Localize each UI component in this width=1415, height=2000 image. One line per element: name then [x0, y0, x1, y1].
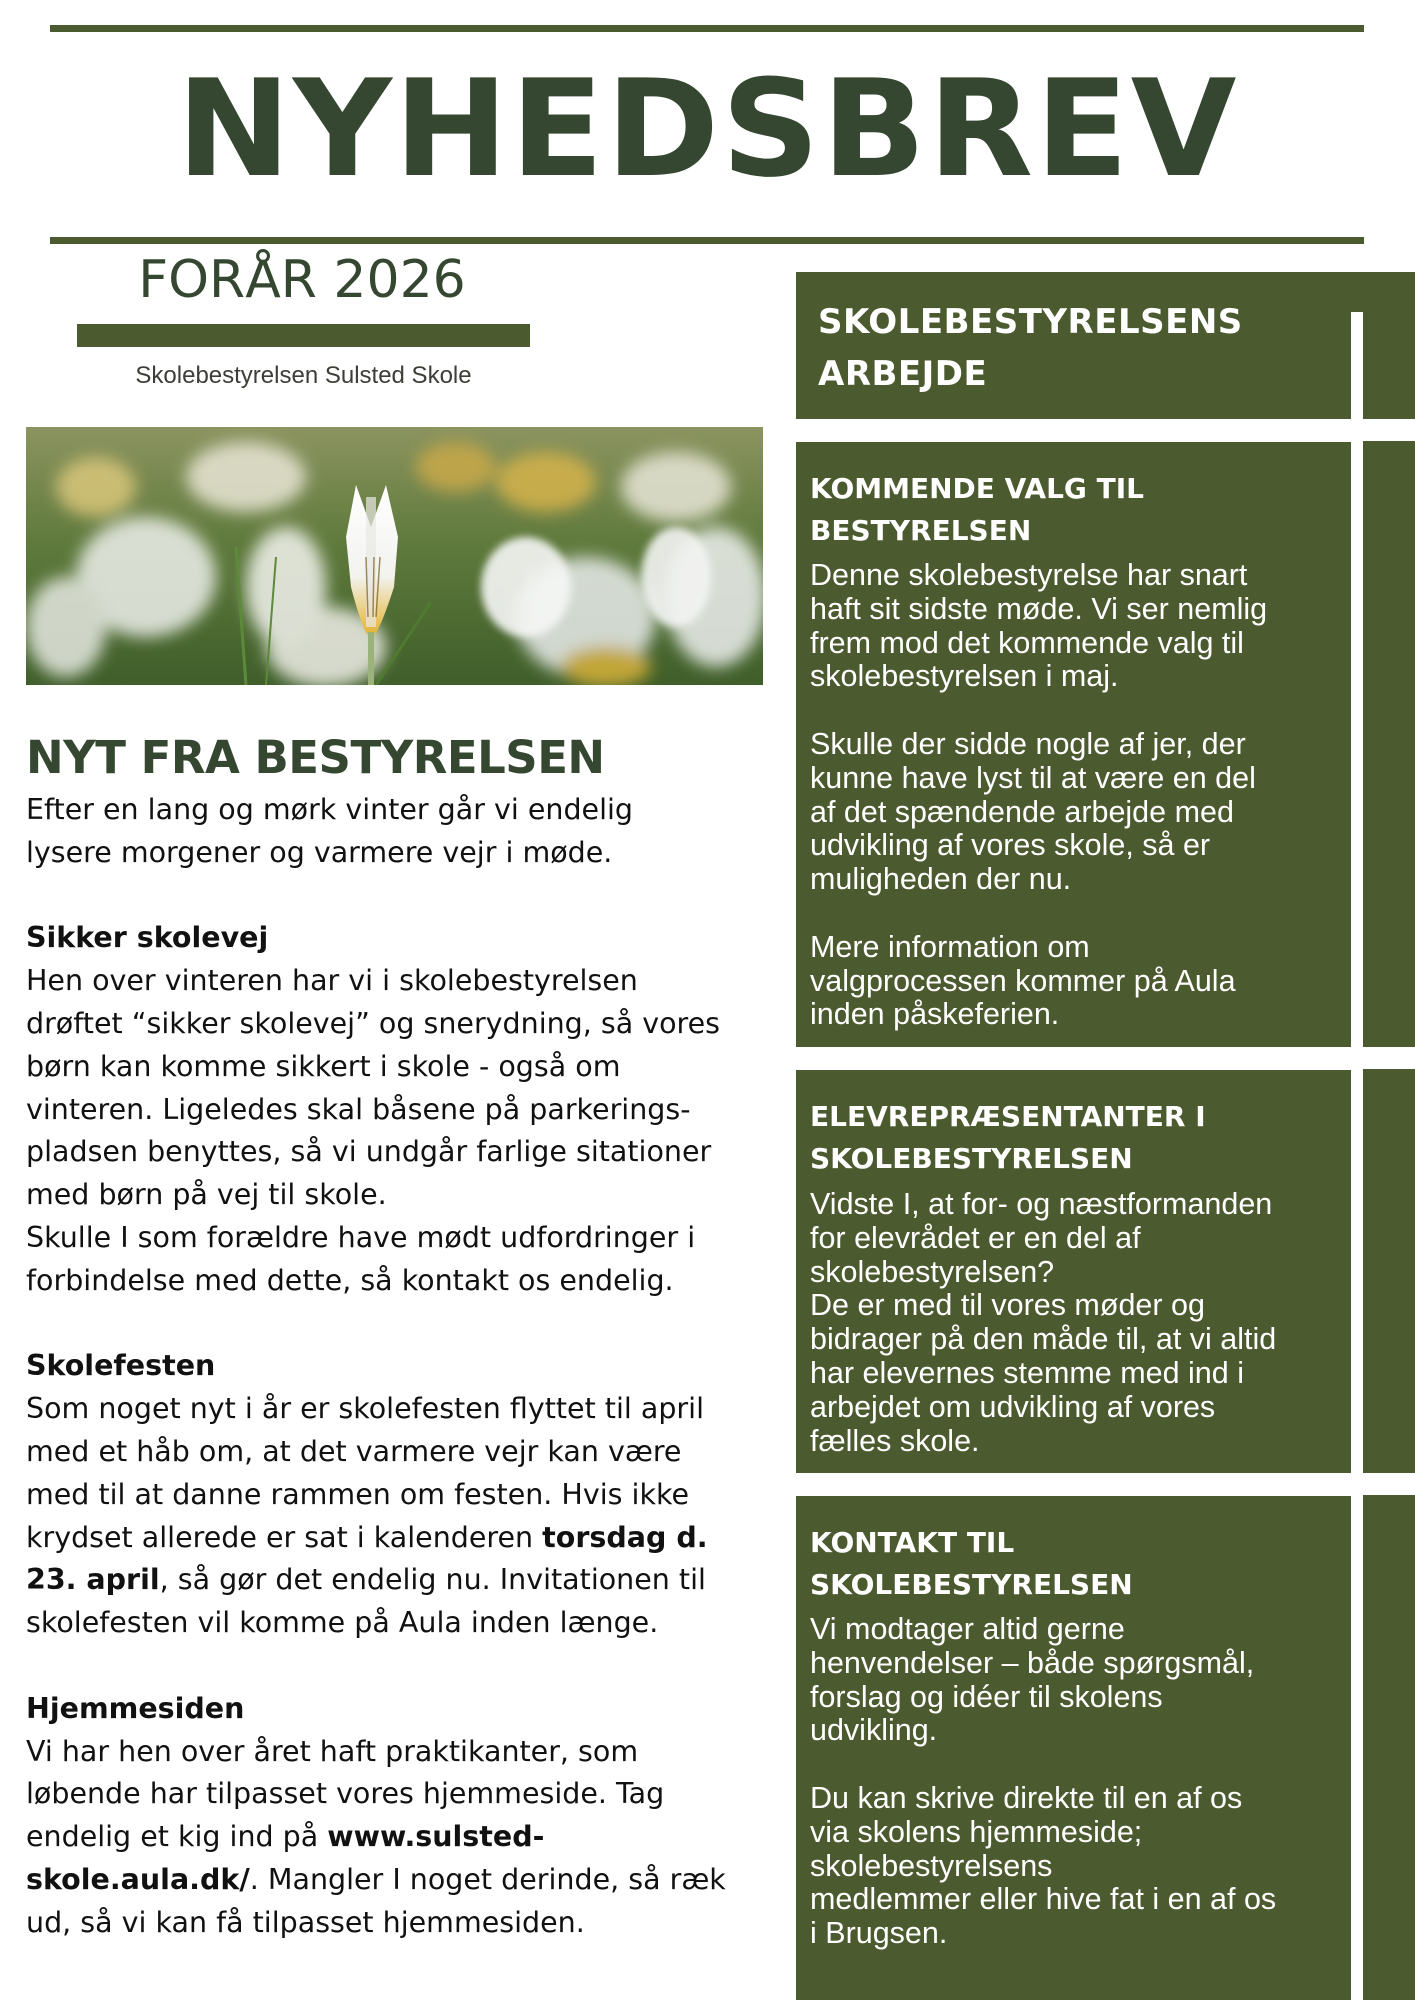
card-election: [796, 442, 1351, 1047]
section-safe-route: [26, 917, 776, 1302]
school-party-text-end: , så gør det endelig nu. Invitationen til skolefesten vil komme på Aula inden længe.: [26, 1563, 706, 1640]
subheading-school-party: Skolefesten: [26, 1349, 216, 1383]
main-column: [26, 727, 776, 1945]
school-party-text-start: Som noget nyt i år er skolefesten flyttet til april med et håb om, at det varmere vejr kan være med til at danne rammen om festen. Hvis ikke krydset allerede er sat i kalenderen: [26, 1392, 704, 1554]
subheading-safe-route: Sikker skolevej: [26, 921, 269, 955]
crocus-photo: [26, 427, 763, 685]
intro-text: Efter en lang og mørk vinter går vi endelig lysere morgener og varmere vejr i møde.: [26, 793, 634, 869]
card-body: Vi modtager altid gerne henvendelser – både spørgsmål, forslag og idéer til skolens udvikling. Du kan skrive direkte til en af os via skolens hjemmeside; skolebestyrelsens medlemmer eller hive fat i en af os i Brugsen.: [810, 1612, 1277, 1951]
website-text: [26, 1731, 776, 1945]
subheading-website: Hjemmesiden: [26, 1691, 245, 1725]
website-text-end: . Mangler I noget derinde, så ræk ud, så vi kan få tilpasset hjemmesiden.: [26, 1862, 726, 1939]
card-title: ELEVREPRÆSENTANTER I SKOLEBESTYRELSEN: [810, 1100, 1206, 1175]
issue-underline-bar: [77, 324, 530, 347]
hero-image: [26, 427, 763, 685]
party-date: torsdag d. 23. april: [26, 1520, 708, 1597]
school-party-text: [26, 1388, 776, 1645]
card-student-reps: [796, 1070, 1351, 1473]
sidebar-edge-strip: [1363, 272, 1415, 2000]
section-website: [26, 1688, 776, 1945]
publisher-name: Skolebestyrelsen Sulsted Skole: [135, 362, 472, 389]
sidebar-title: SKOLEBESTYRELSENS ARBEJDE: [818, 302, 1243, 394]
issue-label: FORÅR 2026: [138, 250, 466, 310]
section-title: NYT FRA BESTYRELSEN: [26, 731, 605, 784]
sidebar-vertical-stripe: [1351, 312, 1363, 1975]
sidebar-divider: [796, 419, 1415, 441]
newsletter-title: NYHEDSBREV: [176, 51, 1239, 207]
section-school-party: [26, 1345, 776, 1645]
website-link[interactable]: www.sulsted- skole.aula.dk/: [26, 1820, 545, 1896]
sidebar-divider: [796, 1047, 1415, 1069]
card-body: Denne skolebestyrelse har snart haft sit sidste møde. Vi ser nemlig frem mod det kommende valg til skolebestyrelsen i maj. Skulle der sidde nogle af jer, der kunne have lyst til at være en del af det spændende arbejde med udvikling af vores skole, så er muligheden der nu. Mere information om valgprocessen kommer på Aula inden påskeferien.: [810, 558, 1268, 1032]
masthead-bottom-rule: [50, 237, 1364, 244]
card-contact: [796, 1496, 1351, 2000]
card-body: Vidste I, at for- og næstformanden for elevrådet er en del af skolebestyrelsen? De er med til vores møder og bidrager på den måde til, at vi altid har elevernes stemme med ind i arbejdet om udvikling af vores fælles skole.: [810, 1187, 1277, 1458]
safe-route-text: Hen over vinteren har vi i skolebestyrelsen drøftet “sikker skolevej” og snerydning, så vores børn kan komme sikkert i skole - også om vinteren. Ligeledes skal båsene på parkerings- pladsen benyttes, så vi undgår farlige sitationer med børn på vej til skole. Skulle I som forældre have mødt udfordringer i forbindelse med dette, så kontakt os endelig.: [26, 964, 721, 1297]
sidebar-header: [796, 272, 1415, 419]
card-title: KONTAKT TIL SKOLEBESTYRELSEN: [810, 1526, 1133, 1601]
sidebar-divider: [796, 1473, 1415, 1495]
website-text-start: Vi har hen over året haft praktikanter, som løbende har tilpasset vores hjemmeside. Tag endelig et kig ind på: [26, 1734, 665, 1854]
issue-block: [77, 250, 527, 389]
top-rule: [50, 25, 1364, 32]
card-title: KOMMENDE VALG TIL BESTYRELSEN: [810, 472, 1145, 547]
